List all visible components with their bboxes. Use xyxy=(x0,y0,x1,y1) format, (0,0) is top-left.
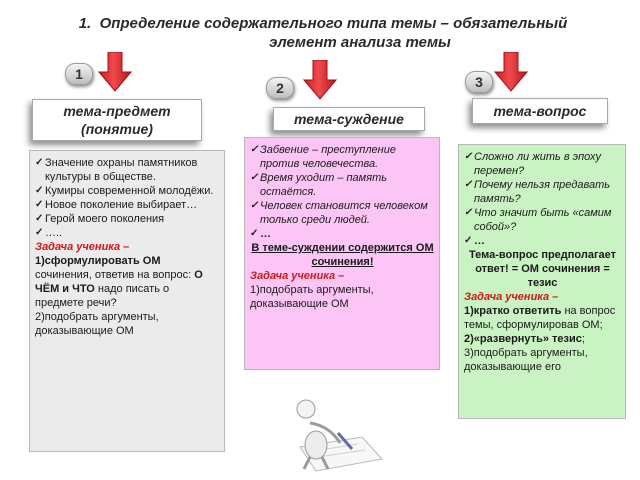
list-item: ✓ Герой моего поколения xyxy=(35,212,220,226)
list-item: ✓ Кумиры современной молодёжи. xyxy=(35,184,220,198)
page-title: 1. Определение содержательного типа темы – обязательный элемент анализа темы xyxy=(78,15,568,51)
list-item: ✓ Время уходит – память остаётся. xyxy=(250,171,435,199)
list-item: ✓ Почему нельзя предавать память? xyxy=(464,178,621,206)
list-item: ✓ Человек становится человеком только среди людей. xyxy=(250,199,435,227)
step-badge-1: 1 xyxy=(65,63,93,85)
writing-figure-icon xyxy=(270,385,390,475)
task-label: Задача ученика – xyxy=(464,291,559,303)
task-step-1: 1)подобрать аргументы, доказывающие ОМ xyxy=(250,284,374,310)
list-item: ✓ Новое поколение выбирает… xyxy=(35,198,220,212)
list-item: ✓ Забвение – преступление против человечества. xyxy=(250,143,435,171)
task-step-1: 1)кратко ответить на вопрос темы, сформулировав ОМ; xyxy=(464,305,616,331)
task-label: Задача ученика – xyxy=(250,270,345,282)
task-step-2: 2)подобрать аргументы, доказывающие ОМ xyxy=(35,311,159,337)
list-item: ✓ … xyxy=(464,234,621,248)
task-step-2: 2)«развернуть» тезис; xyxy=(464,333,585,345)
label-topic-question: тема-вопрос xyxy=(472,98,608,124)
task-label: Задача ученика – xyxy=(35,241,130,253)
label-topic-subject: тема-предмет (понятие) xyxy=(32,99,202,141)
topic-subject-card xyxy=(29,150,225,452)
list-item: ✓ Значение охраны памятников культуры в обществе. xyxy=(35,156,220,184)
down-arrow-icon xyxy=(98,52,132,92)
list-item: ✓ ….. xyxy=(35,226,220,240)
down-arrow-icon xyxy=(303,60,337,100)
list-item: ✓ Что значит быть «самим собой»? xyxy=(464,206,621,234)
down-arrow-icon xyxy=(494,52,528,92)
label-topic-judgement: тема-суждение xyxy=(273,107,425,131)
question-note: Тема-вопрос предполагает ответ! = ОМ сочинения = тезис xyxy=(468,249,617,289)
list-item: ✓ … xyxy=(250,227,435,241)
topic-question-card xyxy=(458,144,626,419)
task-step-1: 1)сформулировать ОМ сочинения, ответив на вопрос: О ЧЁМ и ЧТО надо писать о предмете речи? xyxy=(35,255,203,309)
task-step-3: 3)подобрать аргументы, доказывающие его xyxy=(464,347,588,373)
step-badge-2: 2 xyxy=(266,77,294,99)
topic-judgement-card xyxy=(244,137,440,370)
step-badge-3: 3 xyxy=(465,71,493,93)
judgement-note: В теме-суждении содержится ОМ сочинения! xyxy=(251,242,434,268)
list-item: ✓ Сложно ли жить в эпоху перемен? xyxy=(464,150,621,178)
